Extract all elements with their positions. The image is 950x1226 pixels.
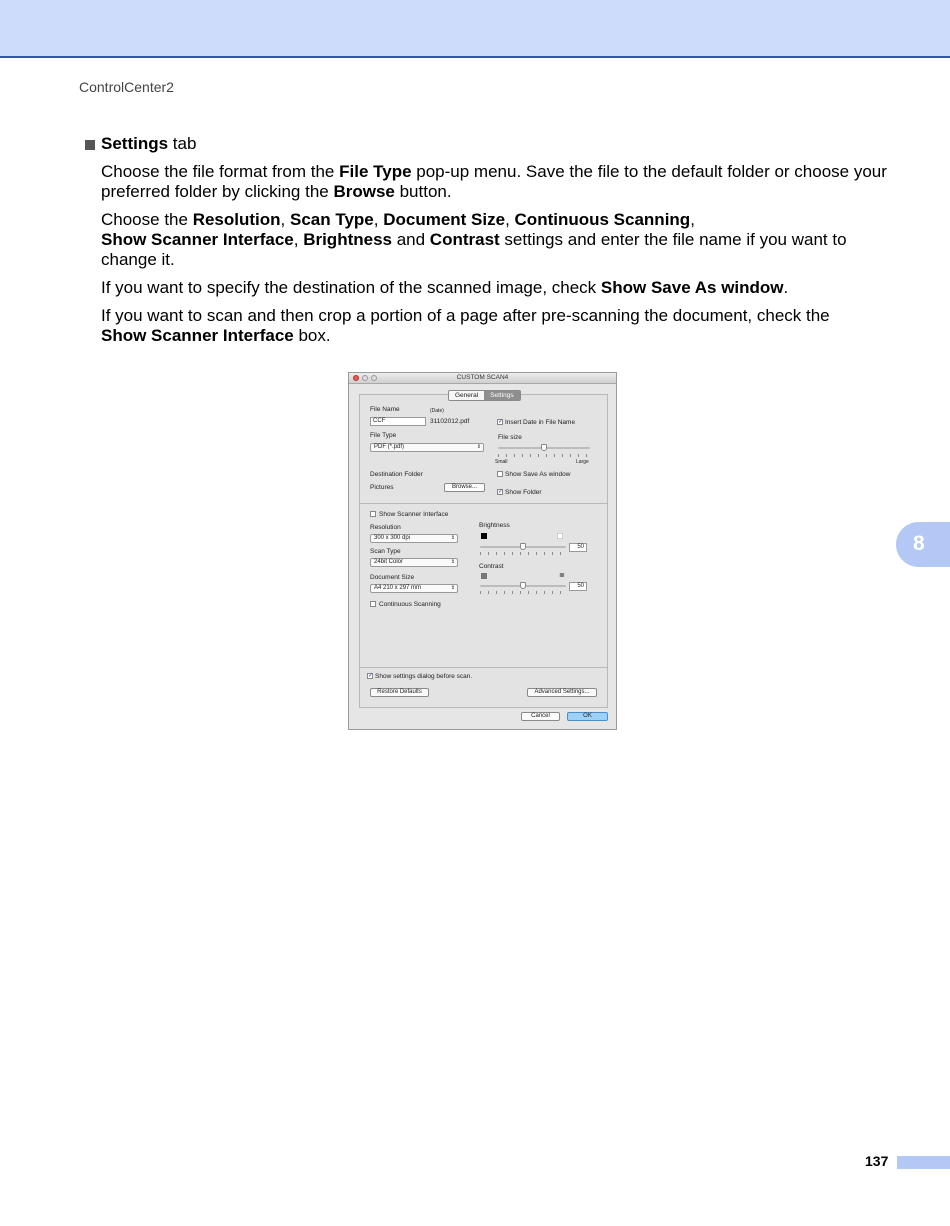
show-scanner-interface-label: Show Scanner Interface xyxy=(379,511,449,518)
file-name-input[interactable]: CCF xyxy=(370,417,426,426)
tab-general[interactable]: General xyxy=(449,391,484,400)
size-small-label: Small xyxy=(495,459,508,465)
brightness-slider-knob[interactable] xyxy=(520,543,526,550)
section-title: Settings tab xyxy=(101,134,197,153)
show-folder-checkbox[interactable]: ✓ xyxy=(498,489,504,495)
contrast-ticks xyxy=(480,591,566,594)
show-folder-label: Show Folder xyxy=(505,489,542,496)
page-number-bar xyxy=(897,1156,950,1169)
advanced-settings-button[interactable]: Advanced Settings... xyxy=(527,688,597,697)
insert-date-label: Insert Date in File Name xyxy=(505,419,576,426)
brightness-label: Brightness xyxy=(479,522,510,529)
file-type-label: File Type xyxy=(370,432,397,439)
contrast-slider-knob[interactable] xyxy=(520,582,526,589)
date-value: 31102012.pdf xyxy=(430,418,470,425)
ok-button[interactable]: OK xyxy=(567,712,608,721)
high-contrast-icon: ≣ xyxy=(559,572,565,579)
paragraph-file-type: Choose the file format from the File Type pop-up menu. Save the file to the default folder or choose your preferred folder by clicking the Browse button. xyxy=(101,162,887,201)
show-save-as-checkbox[interactable] xyxy=(497,471,503,477)
low-contrast-icon xyxy=(481,573,487,579)
paragraph-save-as: If you want to specify the destination of the scanned image, check Show Save As window. xyxy=(101,278,789,297)
size-large-label: Large xyxy=(576,459,589,465)
running-title: ControlCenter2 xyxy=(79,79,174,95)
updown-arrow-icon: ⇕ xyxy=(450,559,455,565)
chapter-number: 8 xyxy=(913,532,925,555)
minimize-window-icon[interactable] xyxy=(362,375,368,381)
zoom-window-icon[interactable] xyxy=(371,375,377,381)
paragraph-scanner-interface: If you want to scan and then crop a portion of a page after pre-scanning the document, check the Show Scanner Interface box. xyxy=(101,306,830,345)
dialog-titlebar xyxy=(349,373,616,384)
file-size-ticks xyxy=(498,454,590,457)
document-size-select[interactable]: A4 210 x 297 mm ⇕ xyxy=(370,584,458,593)
updown-arrow-icon: ⇕ xyxy=(450,535,455,541)
brightness-input[interactable]: 50 xyxy=(569,543,587,552)
continuous-scanning-label: Continuous Scanning xyxy=(379,601,441,608)
date-label: (Date) xyxy=(430,408,444,414)
close-window-icon[interactable] xyxy=(353,375,359,381)
show-settings-checkbox[interactable]: ✓ xyxy=(368,673,374,679)
insert-date-checkbox[interactable]: ✓ xyxy=(498,419,504,425)
file-size-slider-knob[interactable] xyxy=(541,444,547,451)
restore-defaults-button[interactable]: Restore Defaults xyxy=(370,688,429,697)
show-settings-label: Show settings dialog before scan. xyxy=(375,673,473,680)
updown-arrow-icon: ⇕ xyxy=(476,444,481,450)
contrast-label: Contrast xyxy=(479,563,504,570)
document-size-label: Document Size xyxy=(370,574,415,581)
dialog-title: CUSTOM SCAN4 xyxy=(456,374,509,381)
contrast-input[interactable]: 50 xyxy=(569,582,587,591)
custom-scan-dialog xyxy=(348,372,617,730)
show-scanner-interface-checkbox[interactable] xyxy=(370,511,376,517)
chapter-tab xyxy=(896,522,950,567)
divider xyxy=(360,503,607,504)
destination-folder-value: Pictures xyxy=(370,484,394,491)
tab-bar xyxy=(448,390,521,401)
file-name-label: File Name xyxy=(370,406,400,413)
bullet-square-icon xyxy=(85,140,95,150)
divider xyxy=(360,667,607,668)
resolution-label: Resolution xyxy=(370,524,401,531)
continuous-scanning-checkbox[interactable] xyxy=(370,601,376,607)
header-band xyxy=(0,0,950,58)
file-size-label: File size xyxy=(498,434,522,441)
page-number: 137 xyxy=(865,1153,889,1169)
brightness-ticks xyxy=(480,552,566,555)
dark-icon xyxy=(481,533,487,539)
body-text xyxy=(101,134,901,354)
file-type-select[interactable]: PDF (*.pdf) ⇕ xyxy=(370,443,484,452)
cancel-button[interactable]: Cancel xyxy=(521,712,560,721)
browse-button[interactable]: Browse... xyxy=(444,483,485,492)
updown-arrow-icon: ⇕ xyxy=(450,585,455,591)
scan-type-label: Scan Type xyxy=(370,548,401,555)
show-save-as-label: Show Save As window xyxy=(505,471,571,478)
paragraph-settings: Choose the Resolution, Scan Type, Document Size, Continuous Scanning, Show Scanner Interface, Brightness and Contrast settings and enter the file name if you want to change it. xyxy=(101,210,847,269)
resolution-select[interactable]: 300 x 300 dpi ⇕ xyxy=(370,534,458,543)
light-icon xyxy=(557,533,563,539)
tab-settings[interactable]: Settings xyxy=(484,391,520,400)
destination-folder-label: Destination Folder xyxy=(370,471,423,478)
scan-type-select[interactable]: 24bit Color ⇕ xyxy=(370,558,458,567)
settings-panel xyxy=(359,394,608,708)
